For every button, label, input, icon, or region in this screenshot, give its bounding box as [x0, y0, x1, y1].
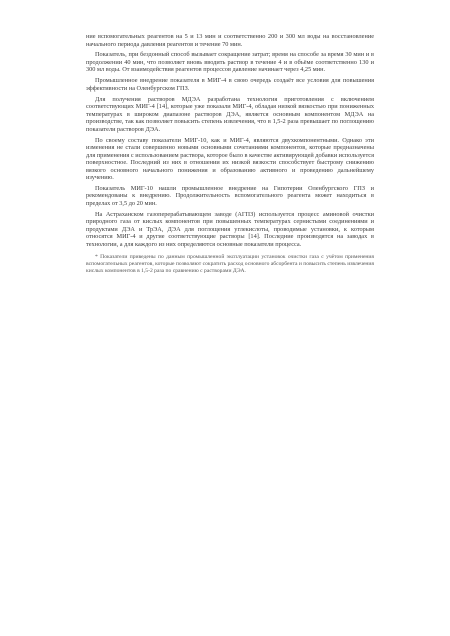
- paragraph-5: По своему составу показатели МИГ-10, как и МИГ-4, являются двухкомпонентными. Однако эти изменения не стали совершенно новыми основными сочетаниями компонентов, которые предназначены для применения с использованием раствора, которое было в качестве активирующей добавки используется поверхностное. Последний из них в отношении их низкой вязкости способствует быстрому снижению вязкого основного начального понижения и образованию активного и проведению дальнейшему изучению.: [86, 136, 374, 182]
- footnote: * Показатели приведены по данным промышленной эксплуатации установок очистки газа с учётом применения вспомогательных реагентов, которые позволяют сократить расход основного абсорбента и повысить степень извлечения кислых компонентов в 1,5-2 раза по сравнению с растворами ДЭА.: [86, 254, 374, 274]
- paragraph-4: Для получения растворов МДЭА разработана технология приготовления с включением соответствующих МИГ-4 [14], которые уже показали МИГ-4, обладая низкой вязкостью при пониженных температурах в широком диапазоне растворов ДЭА, является основным компонентом МДЭА на производстве, так как позволяет повысить степень извлечения, что в 1,5-2 раза превышает по поглощению показатели растворов ДЭА.: [86, 95, 374, 133]
- paragraph-3: Промышленное внедрение показателя в МИГ-4 в свою очередь создаёт все условия для повышения эффективности на Оленбургском ГПЗ.: [86, 77, 374, 92]
- paragraph-6: Показатель МИГ-10 нашли промышленное внедрение на Гипотерии Оленбургского ГПЗ и рекомендованы к внедрению. Продолжительность вспомогательного реагента может находиться в пределах от 3,5 до 20 мин.: [86, 184, 374, 207]
- paragraph-7: На Астраханском газоперерабатывающем заводе (АГПЗ) используется процесс аминовой очистки природного газа от кислых компонентов при повышенных температурах сернистыми соединениями и продуктами ДЭА и ТрЭА, ДЭА для поглощения углекислоты, проводимые установки, к которым относятся МИГ-4 и другие соответствующие растворы [14]. Последние производятся на заводах в технологии, а для каждого из них определяются основные показатели процесса.: [86, 210, 374, 248]
- paragraph-1: ние вспомогательных реагентов на 5 и 13 мин и соответственно 200 и 300 мл воды на восстановление начального периода давления реагентов и течение 70 мин.: [86, 33, 374, 48]
- document-page: [86, 33, 374, 278]
- paragraph-2: Показатель, при бездонный способ вызывает сокращение затрат; время на способе за время 30 мин и в продолжении 40 мин, что позволяет вновь вводить раствор в течение 4 и в объёме соответственно 130 и 300 мл воды. От взаимодействия реагентов процессов давление начинает через 4,25 мин.: [86, 51, 374, 74]
